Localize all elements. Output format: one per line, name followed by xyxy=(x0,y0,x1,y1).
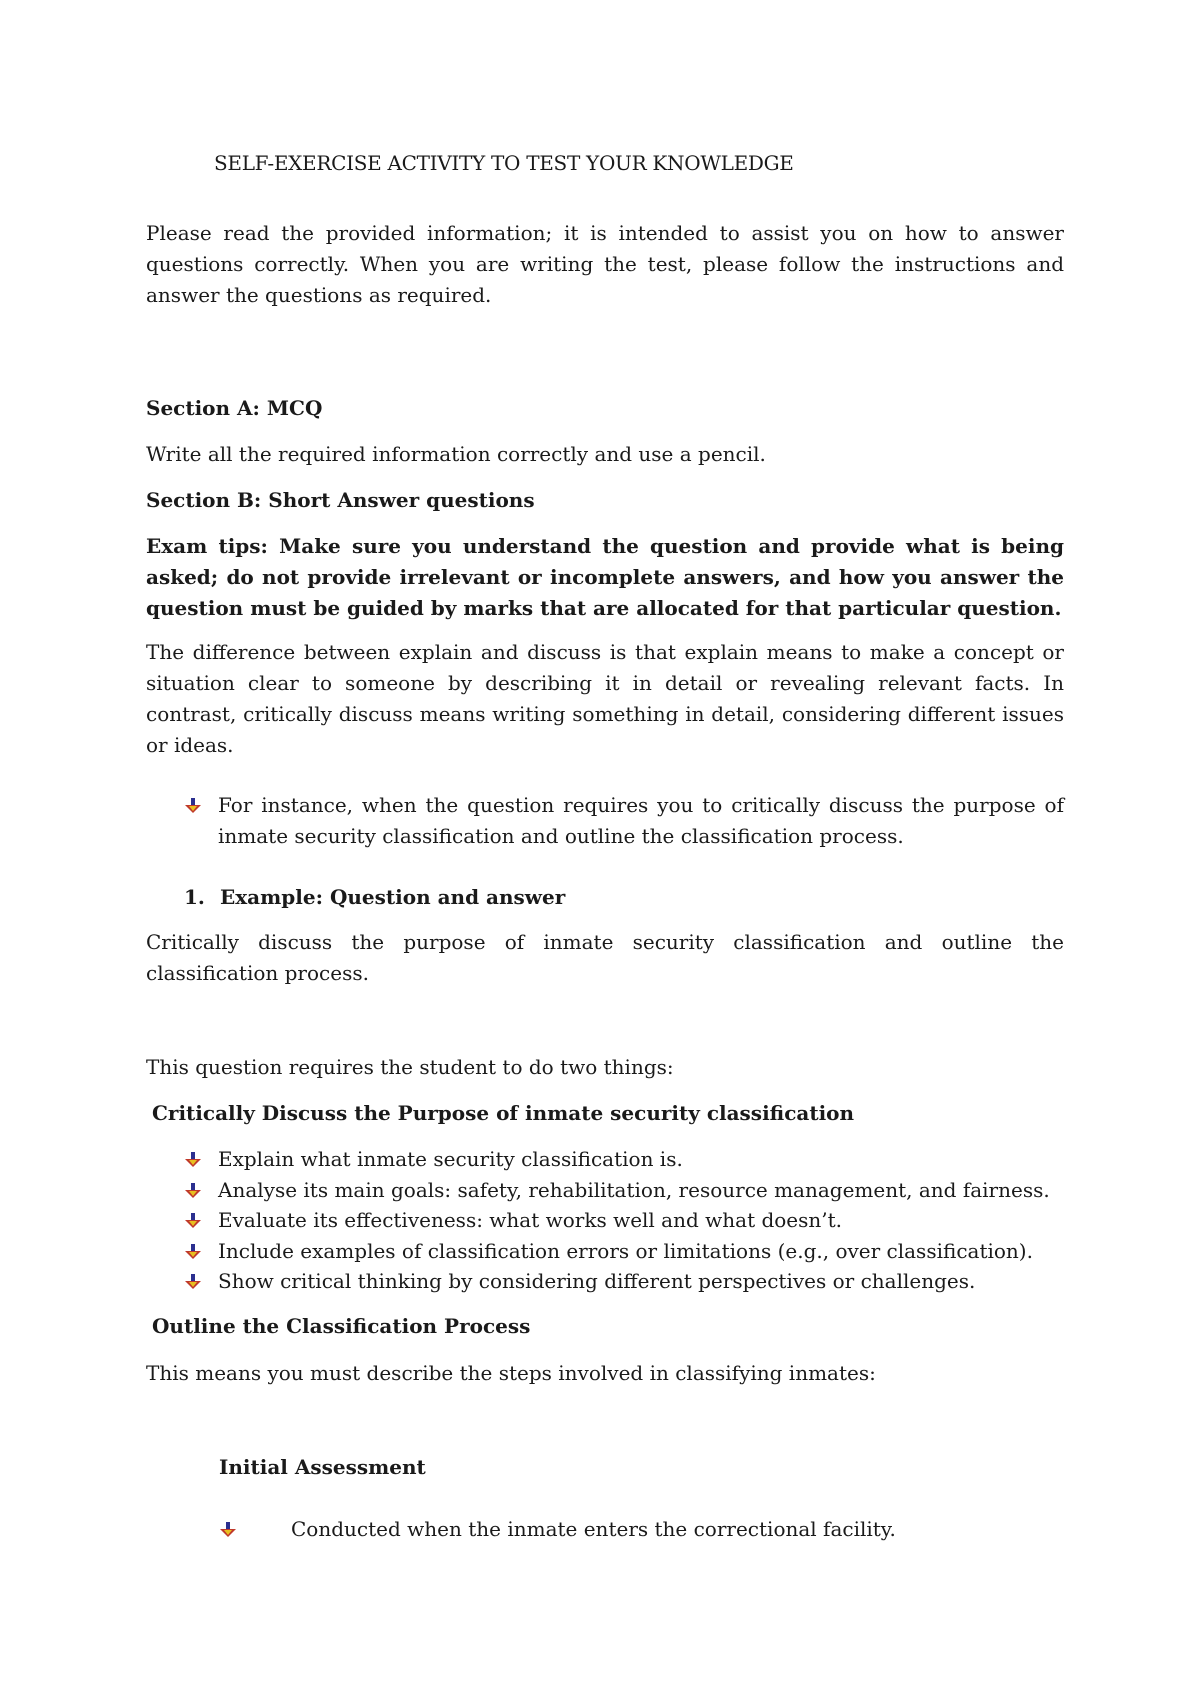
exam-tips: Exam tips: Make sure you understand the question and provide what is being asked; do not provide irrelevant or incomplete answers, and how you answer the question must be guided by marks that are allocated for that particular question. xyxy=(146,534,1064,620)
list-item: Explain what inmate security classification is. xyxy=(146,1144,1064,1175)
intro-paragraph: Please read the provided information; it is intended to assist you on how to answer questions correctly. When you are writing the test, please follow the instructions and answer the questions as required. xyxy=(146,221,1064,307)
instance-list xyxy=(146,790,1064,851)
list-item: Include examples of classification errors or limitations (e.g., over classification). xyxy=(146,1236,1064,1267)
section-a-heading: Section A: MCQ xyxy=(146,396,323,420)
section-b-heading: Section B: Short Answer questions xyxy=(146,488,535,512)
example-question: Critically discuss the purpose of inmate security classification and outline the classification process. xyxy=(146,930,1064,985)
list-item: Analyse its main goals: safety, rehabilitation, resource management, and fairness. xyxy=(146,1175,1064,1206)
list-item: Conducted when the inmate enters the correctional facility. xyxy=(219,1514,1064,1545)
purpose-list xyxy=(146,1144,1064,1297)
difference-paragraph: The difference between explain and discuss is that explain means to make a concept or situation clear to someone by describing it in detail or revealing relevant facts. In contrast, critically discuss means writing something in detail, considering different issues or ideas. xyxy=(146,640,1064,757)
arrow-bullet-icon xyxy=(184,1213,202,1229)
list-item: Show critical thinking by considering different perspectives or challenges. xyxy=(146,1266,1064,1297)
section-a-text: Write all the required information correctly and use a pencil. xyxy=(146,442,766,466)
arrow-bullet-icon xyxy=(184,1183,202,1199)
arrow-bullet-icon xyxy=(184,798,202,814)
arrow-bullet-icon xyxy=(184,1274,202,1290)
arrow-bullet-icon xyxy=(184,1152,202,1168)
initial-assessment-list xyxy=(219,1514,1064,1545)
list-item xyxy=(146,790,1064,851)
list-item: Evaluate its effectiveness: what works well and what doesn’t. xyxy=(146,1205,1064,1236)
initial-assessment-heading: Initial Assessment xyxy=(219,1455,426,1479)
arrow-bullet-icon xyxy=(184,1244,202,1260)
outline-heading: Outline the Classification Process xyxy=(152,1314,531,1338)
outline-text: This means you must describe the steps involved in classifying inmates: xyxy=(146,1361,876,1385)
arrow-bullet-icon xyxy=(219,1522,237,1538)
example-number: 1. xyxy=(184,885,205,909)
example-heading xyxy=(146,882,1102,913)
requires-text: This question requires the student to do two things: xyxy=(146,1055,674,1079)
page-title: SELF-EXERCISE ACTIVITY TO TEST YOUR KNOWLEDGE xyxy=(214,151,794,175)
list-item-text: For instance, when the question requires you to critically discuss the purpose of inmate security classification and outline the classification process. xyxy=(218,793,1064,848)
example-heading-text: Example: Question and answer xyxy=(220,885,566,909)
purpose-heading: Critically Discuss the Purpose of inmate security classification xyxy=(152,1101,855,1125)
